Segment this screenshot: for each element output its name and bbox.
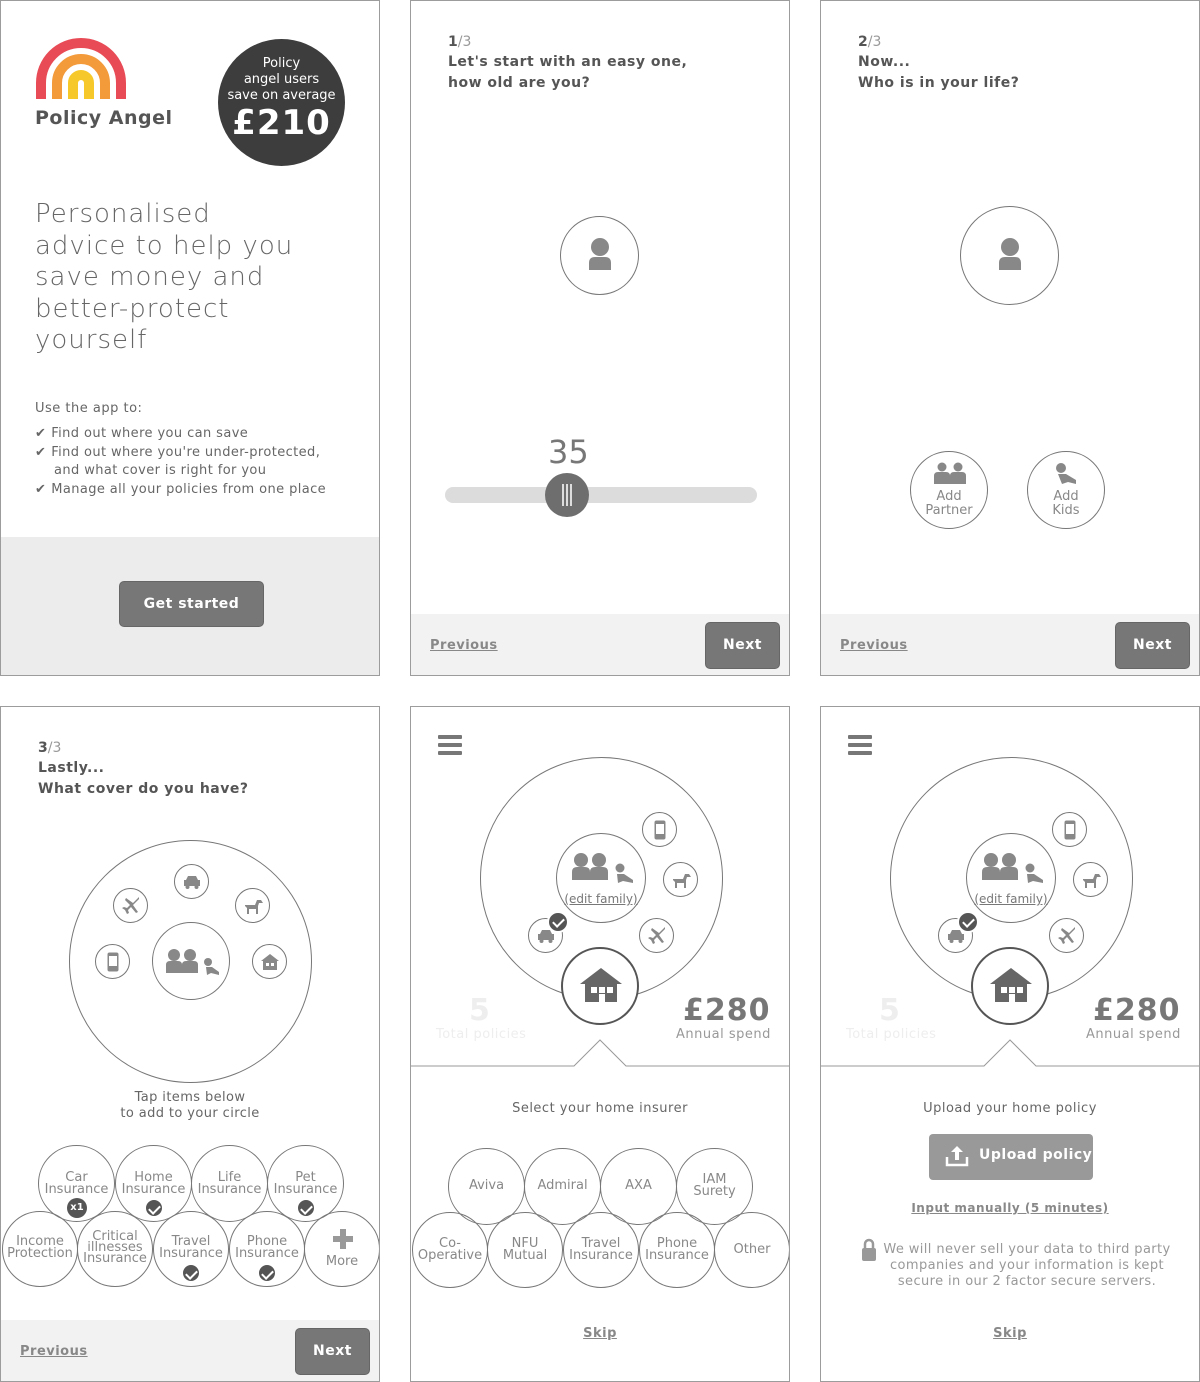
badge-line3: save on average: [227, 88, 336, 103]
screen-age: [410, 0, 790, 676]
age-value: 35: [548, 433, 589, 471]
insurer-prompt: Select your home insurer: [512, 1101, 688, 1116]
screen-welcome: [0, 0, 380, 676]
house-icon: [989, 967, 1033, 1003]
phone-icon: [654, 820, 666, 840]
next-button[interactable]: Next: [295, 1328, 370, 1375]
check-icon: ✔: [35, 444, 52, 460]
skip-link[interactable]: Skip: [583, 1326, 617, 1341]
travel-node[interactable]: [113, 888, 148, 923]
phone-node[interactable]: [642, 812, 677, 847]
plane-icon: [648, 927, 666, 945]
screen-select-insurer: [410, 706, 790, 1382]
list-item: ✔ Find out where you're under-protected,: [35, 444, 321, 460]
insurer-option[interactable]: NFU Mutual: [487, 1212, 563, 1288]
lock-icon: [861, 1238, 877, 1262]
baby-icon: [1054, 462, 1080, 486]
check-badge-icon: [957, 911, 979, 933]
phone-node[interactable]: [95, 944, 130, 979]
logo-text: Policy Angel: [35, 107, 173, 129]
family-node[interactable]: [966, 833, 1056, 923]
check-badge-icon: [547, 911, 569, 933]
screen-family: [820, 0, 1200, 676]
count-badge: x1: [67, 1198, 87, 1218]
skip-link[interactable]: Skip: [993, 1326, 1027, 1341]
check-badge-icon: [296, 1198, 316, 1218]
more-label: More: [325, 1254, 359, 1269]
insurer-option[interactable]: Other: [714, 1212, 790, 1288]
step-indicator: 3/3: [38, 740, 62, 756]
car-node[interactable]: [528, 918, 563, 953]
list-item: ✔ Manage all your policies from one place: [35, 481, 327, 497]
headline-line: Personalised: [35, 199, 211, 229]
car-node[interactable]: [174, 864, 209, 899]
travel-node[interactable]: [639, 918, 674, 953]
house-icon: [579, 967, 623, 1003]
next-button[interactable]: Next: [705, 622, 780, 669]
pet-node[interactable]: [1073, 862, 1108, 897]
previous-link[interactable]: Previous: [430, 638, 498, 653]
headline-line: advice to help you: [35, 230, 294, 261]
annual-spend-value: £280: [1093, 993, 1181, 1028]
previous-link[interactable]: Previous: [20, 1344, 88, 1359]
insurer-option[interactable]: IAM Surety: [676, 1148, 753, 1225]
total-policies-label: Total policies: [846, 1027, 937, 1042]
family-icon: [981, 852, 1045, 884]
list-item: ✔ Find out where you can save: [35, 426, 249, 441]
travel-insurance-item[interactable]: Travel Insurance: [153, 1211, 229, 1287]
badge-line2: angel users: [243, 72, 320, 87]
hint-text: Tap items below to add to your circle: [120, 1090, 260, 1121]
life-insurance-item[interactable]: Life Insurance: [191, 1145, 268, 1222]
home-node[interactable]: [252, 944, 287, 979]
next-button[interactable]: Next: [1115, 622, 1190, 669]
add-partner-button[interactable]: [910, 451, 988, 529]
step-indicator: 2/3: [858, 34, 882, 50]
input-manually-link[interactable]: Input manually (5 minutes): [911, 1201, 1109, 1215]
question-text: Now... Who is in your life?: [858, 54, 1020, 91]
dog-icon: [672, 871, 692, 889]
house-icon: [260, 953, 280, 971]
home-insurance-item[interactable]: Home Insurance: [115, 1145, 192, 1222]
phone-insurance-item[interactable]: Phone Insurance: [229, 1211, 305, 1287]
badge-amount: £210: [232, 103, 331, 143]
dog-icon: [1082, 871, 1102, 889]
step-indicator: 1/3: [448, 34, 472, 50]
upload-prompt: Upload your home policy: [923, 1101, 1097, 1116]
annual-spend-label: Annual spend: [676, 1027, 771, 1042]
total-policies-label: Total policies: [436, 1027, 527, 1042]
question-text: Let's start with an easy one, how old are you?: [448, 54, 688, 91]
savings-badge: [218, 39, 345, 166]
family-node[interactable]: [556, 833, 646, 923]
edit-family-link[interactable]: (edit family): [564, 892, 638, 906]
insurer-option[interactable]: Travel Insurance: [563, 1212, 639, 1288]
more-item[interactable]: [304, 1211, 380, 1287]
divider-pointer: [411, 1037, 790, 1067]
phone-node[interactable]: [1052, 812, 1087, 847]
insurer-option[interactable]: Co- Operative: [412, 1212, 488, 1288]
total-policies-value: 5: [879, 993, 901, 1028]
add-kids-label: Add Kids: [1052, 489, 1080, 518]
home-node-active[interactable]: [971, 947, 1049, 1025]
phone-icon: [1064, 820, 1076, 840]
add-kids-button[interactable]: [1027, 451, 1105, 529]
check-icon: ✔: [35, 481, 52, 497]
total-policies-value: 5: [469, 993, 491, 1028]
use-label: Use the app to:: [35, 401, 143, 416]
list-item: and what cover is right for you: [54, 463, 267, 478]
age-slider-track[interactable]: [445, 487, 757, 503]
car-icon: [183, 875, 201, 889]
edit-family-link[interactable]: (edit family): [974, 892, 1048, 906]
family-icon: [571, 852, 635, 884]
headline: [35, 199, 293, 357]
bullet-list: [35, 425, 326, 499]
screen-upload-policy: [820, 706, 1200, 1382]
insurer-option[interactable]: Phone Insurance: [639, 1212, 715, 1288]
person-icon: [998, 237, 1022, 271]
car-node[interactable]: [938, 918, 973, 953]
avatar: [560, 216, 639, 295]
home-node-active[interactable]: [561, 947, 639, 1025]
age-slider-handle[interactable]: [545, 473, 589, 517]
badge-line1: Policy: [262, 56, 301, 71]
plus-icon: [333, 1229, 353, 1249]
menu-icon[interactable]: [438, 735, 462, 755]
annual-spend-label: Annual spend: [1086, 1027, 1181, 1042]
policy-angel-logo-icon: [35, 37, 127, 101]
insurer-option[interactable]: AXA: [600, 1148, 677, 1225]
person-icon: [588, 237, 612, 271]
grip-icon: [562, 484, 572, 506]
headline-line: save money and: [35, 262, 265, 292]
pet-node[interactable]: [235, 888, 270, 923]
phone-icon: [107, 952, 119, 972]
upload-icon: [945, 1145, 969, 1167]
question-text: Lastly... What cover do you have?: [38, 760, 249, 797]
car-insurance-item[interactable]: Car Insurance x1: [38, 1145, 115, 1222]
pet-insurance-item[interactable]: Pet Insurance: [267, 1145, 344, 1222]
family-node[interactable]: [152, 922, 230, 1000]
headline-line: yourself: [35, 325, 148, 355]
avatar: [960, 206, 1059, 305]
screen-cover: [0, 706, 380, 1382]
insurer-option[interactable]: Aviva: [448, 1148, 525, 1225]
insurer-option[interactable]: Admiral: [524, 1148, 601, 1225]
pet-node[interactable]: [663, 862, 698, 897]
check-badge-icon: [257, 1263, 277, 1283]
couple-icon: [933, 462, 967, 484]
check-badge-icon: [181, 1263, 201, 1283]
income-protection-item[interactable]: Income Protection: [2, 1211, 78, 1287]
check-badge-icon: [144, 1198, 164, 1218]
critical-illness-item[interactable]: Critical illnesses Insurance: [77, 1211, 153, 1287]
plane-icon: [122, 897, 140, 915]
headline-line: better-protect: [35, 293, 230, 324]
upload-policy-button[interactable]: Upload policy: [929, 1134, 1093, 1180]
privacy-note: We will never sell your data to third party companies and your information is kept secure in our 2 factor secure servers.: [883, 1242, 1171, 1289]
family-icon: [165, 948, 221, 976]
add-partner-label: Add Partner: [925, 489, 973, 518]
previous-link[interactable]: Previous: [840, 638, 908, 653]
plane-icon: [1058, 927, 1076, 945]
get-started-button[interactable]: Get started: [119, 581, 264, 627]
menu-icon[interactable]: [848, 735, 872, 755]
annual-spend-value: £280: [683, 993, 771, 1028]
travel-node[interactable]: [1049, 918, 1084, 953]
dog-icon: [244, 897, 264, 915]
divider-pointer: [821, 1037, 1200, 1067]
check-icon: ✔: [35, 426, 52, 441]
